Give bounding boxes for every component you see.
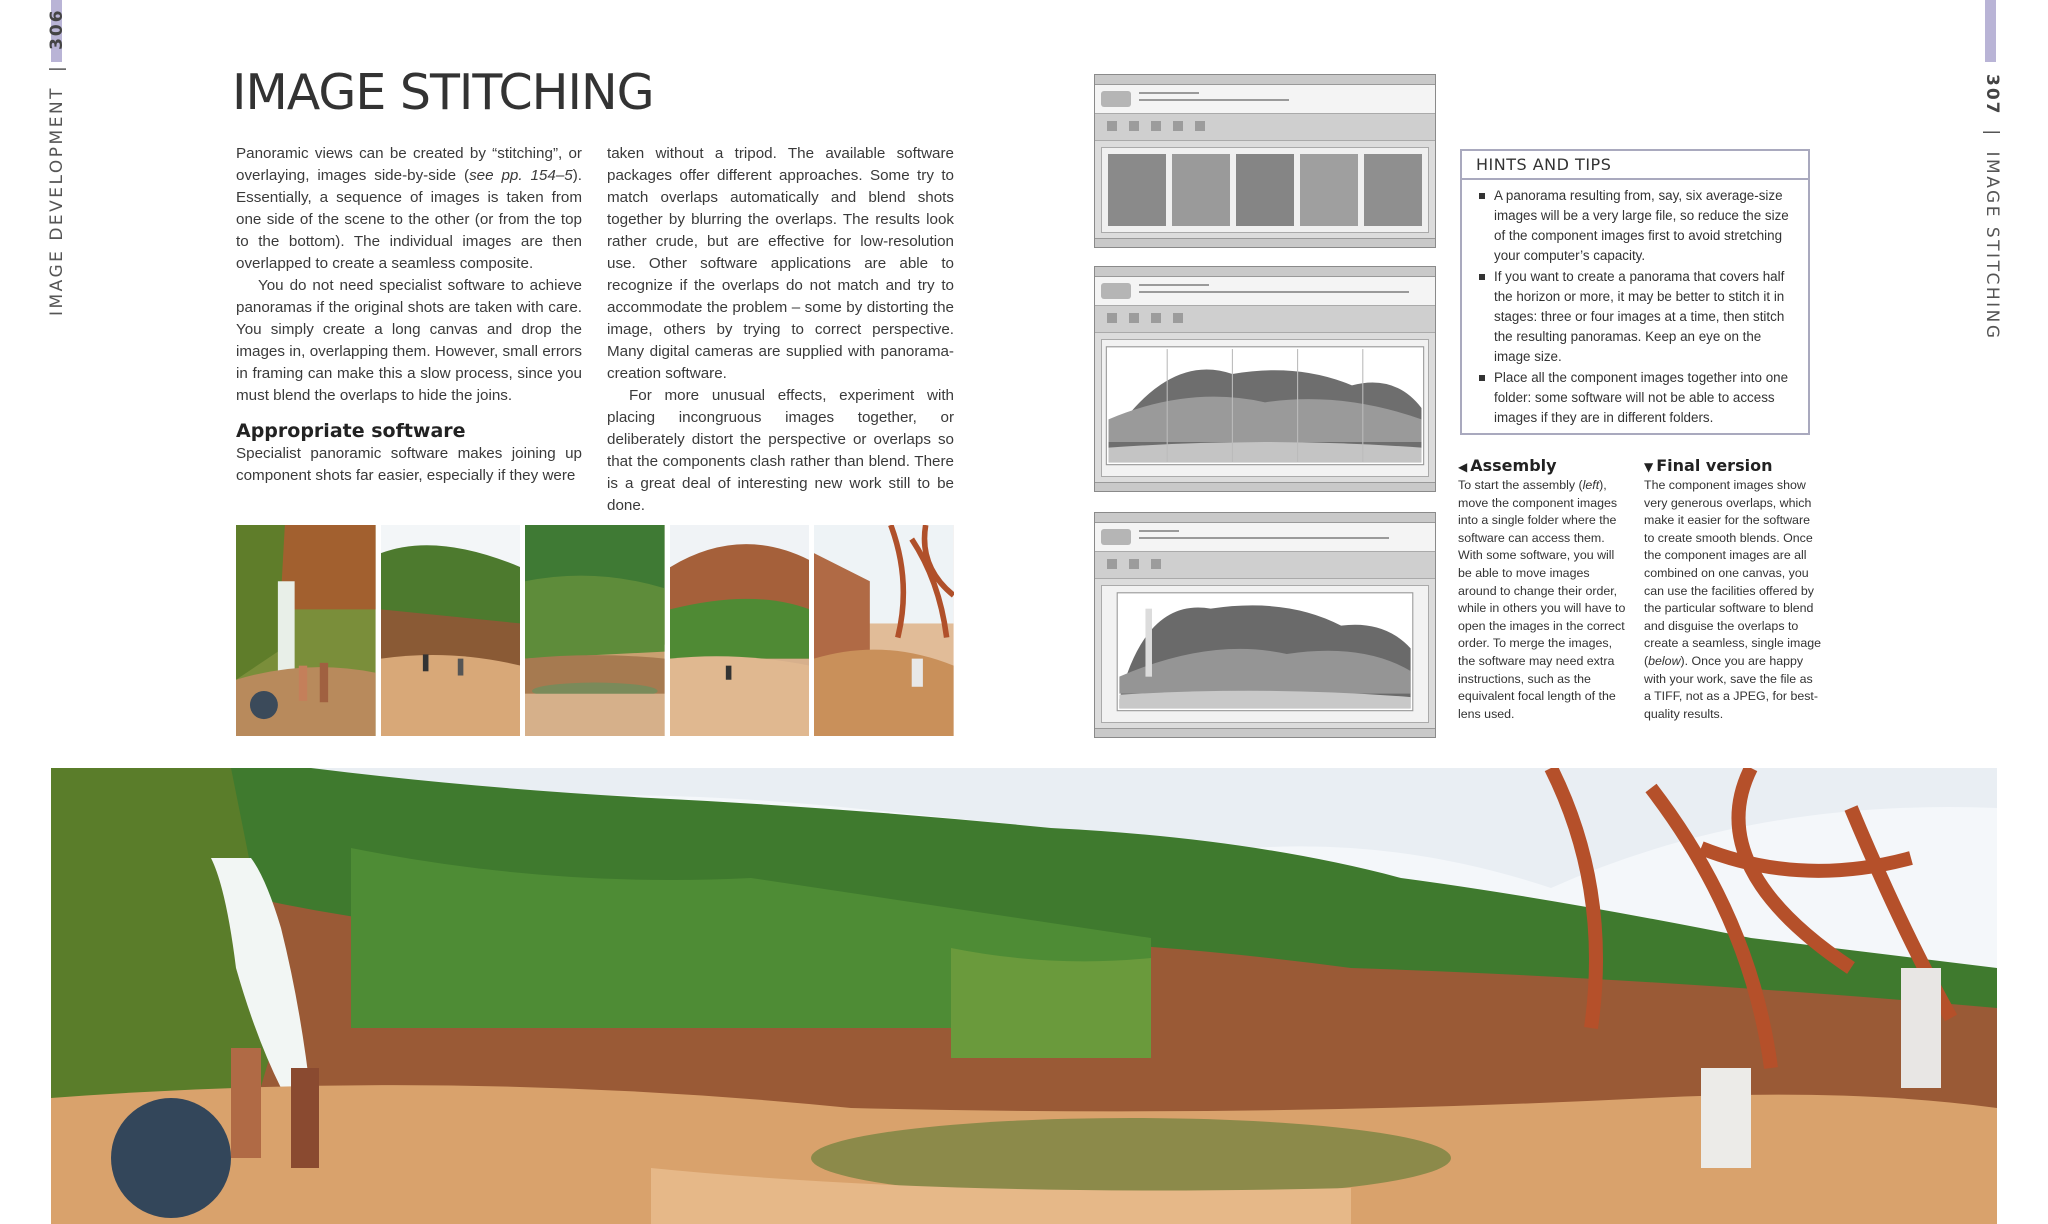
component-photo-3 — [525, 525, 665, 736]
window-status-bar — [1095, 728, 1435, 737]
caption-assembly-emphasis: left — [1582, 478, 1600, 492]
app-logo-icon — [1101, 529, 1131, 545]
tool-icon — [1129, 313, 1139, 323]
window-instruction-header — [1095, 523, 1435, 552]
tool-icon — [1129, 121, 1139, 131]
window-title-bar — [1095, 513, 1435, 523]
software-window-save — [1094, 512, 1436, 738]
intro-text-a: Panoramic views can be created by “stitching”, or overlaying, images side-by-side ( — [236, 145, 582, 184]
tool-icon — [1107, 121, 1117, 131]
app-logo-icon — [1101, 283, 1131, 299]
caption-final-version — [1644, 456, 1822, 723]
hints-and-tips-box — [1460, 149, 1810, 435]
merge-preview-panel — [1101, 339, 1429, 477]
tool-icon — [1195, 121, 1205, 131]
window-instruction-header — [1095, 277, 1435, 306]
caption-assembly-heading — [1458, 456, 1630, 477]
software-window-arrange — [1094, 74, 1436, 248]
window-toolbar — [1095, 114, 1435, 141]
page-title: IMAGE STITCHING — [232, 64, 654, 121]
component-photo-2 — [381, 525, 521, 736]
final-preview-panel — [1101, 585, 1429, 723]
component-photo-5 — [814, 525, 954, 736]
right-page-number: 307 — [1982, 74, 2002, 116]
caption-final-text-b: ). Once you are happy with your work, save the file as a TIFF, not as a JPEG, for best-quality results. — [1644, 653, 1818, 721]
hint-item: If you want to create a panorama that covers half the horizon or more, it may be better to stitch it in stages: three or four images at a time, then stitch the resulting panoramas. Keep an eye on the image size. — [1494, 267, 1794, 367]
tool-icon — [1151, 313, 1161, 323]
paragraph-intro — [236, 143, 582, 275]
paragraph-software-start: Specialist panoramic software makes joining up component shots far easier, especially if they were — [236, 445, 582, 484]
body-column-1 — [236, 143, 582, 487]
caption-assembly — [1458, 456, 1630, 723]
window-status-bar — [1095, 238, 1435, 247]
tool-icon — [1173, 313, 1183, 323]
caption-final-text — [1644, 477, 1822, 723]
body-column-2 — [607, 143, 954, 517]
caption-assembly-text-a: To start the assembly ( — [1458, 478, 1583, 492]
hint-item: Place all the component images together into one folder: some software will not be able to access images if they are in different folders. — [1494, 368, 1794, 428]
thumbnail-panel — [1101, 147, 1429, 233]
caption-final-title: Final version — [1656, 456, 1773, 475]
down-arrow-icon: ▼ — [1644, 460, 1654, 474]
tool-icon — [1107, 559, 1117, 569]
window-toolbar — [1095, 306, 1435, 333]
left-page-number: 306 — [47, 8, 67, 50]
caption-final-text-a: The component images show very generous overlaps, which make it easier for the software to create smooth blends. Once the component images are all combined on one canvas, you can use the facilities offered by the particular software to blend and disguise the overlaps to create a seamless, single image ( — [1644, 478, 1821, 668]
left-running-head-text: IMAGE DEVELOPMENT — [47, 85, 67, 316]
paragraph-unusual-effects: For more unusual effects, experiment with placing incongruous images together, or deliberately distort the perspective or overlaps so that the components clash rather than blend. There is a great deal of interesting new work still to be done. — [607, 387, 954, 514]
window-status-bar — [1095, 482, 1435, 491]
paragraph-no-software: You do not need specialist software to achieve panoramas if the original shots are taken with care. You simply create a long canvas and drop the images in, overlapping them. However, small errors in framing can make this a slow process, since you must blend the overlaps to hide the joins. — [236, 277, 582, 404]
hints-list — [1462, 186, 1808, 428]
page-reference: see pp. 154–5 — [469, 167, 573, 184]
app-logo-icon — [1101, 91, 1131, 107]
tool-icon — [1151, 559, 1161, 569]
left-arrow-icon: ◀ — [1458, 460, 1468, 474]
caption-assembly-text-b: ), move the component images into a single folder where the software can access them. With some software, you will be able to move images around to change their order, while in others you will have to open the images in the correct order. To merge the images, the software may need extra instructions, such as the equivalent focal length of the lens used. — [1458, 478, 1626, 721]
caption-final-heading — [1644, 456, 1822, 477]
right-margin-bar — [1985, 0, 1996, 62]
right-running-head: 307 | IMAGE STITCHING — [1982, 74, 2002, 341]
final-panorama-photo — [51, 768, 1997, 1224]
caption-assembly-text — [1458, 477, 1630, 723]
window-title-bar — [1095, 75, 1435, 85]
window-title-bar — [1095, 267, 1435, 277]
window-toolbar — [1095, 552, 1435, 579]
component-photo-1 — [236, 525, 376, 736]
tool-icon — [1173, 121, 1183, 131]
tool-icon — [1107, 313, 1117, 323]
caption-final-emphasis: below — [1648, 653, 1681, 668]
paragraph-software-continued: taken without a tripod. The available software packages offer different approaches. Some try to match overlaps automatically and blend shots together by blurring the overlaps. The results look rather crude, but are effective for low-resolution use. Other software applications are able to recognize if the overlaps do not match and try to accommodate the problem – some by distorting the image, others by trying to correct perspective. Many digital cameras are supplied with panorama-creation software. — [607, 145, 954, 382]
window-instruction-header — [1095, 85, 1435, 114]
tool-icon — [1129, 559, 1139, 569]
left-running-head: IMAGE DEVELOPMENT | 306 — [47, 8, 67, 316]
intro-text-b: ). Essentially, a sequence of images is taken from one side of the scene to the other (or from the top to the bottom). The individual images are then overlapped to create a seamless composite. — [236, 167, 582, 272]
hints-title: HINTS AND TIPS — [1462, 151, 1808, 180]
right-running-head-text: IMAGE STITCHING — [1982, 151, 2002, 341]
caption-assembly-title: Assembly — [1470, 456, 1557, 475]
hint-item: A panorama resulting from, say, six average-size images will be a very large file, so reduce the size of the component images first to avoid stretching your computer’s capacity. — [1494, 186, 1794, 266]
component-photo-4 — [670, 525, 810, 736]
component-photo-strip — [236, 525, 954, 736]
subheading-appropriate-software: Appropriate software — [236, 420, 466, 442]
software-window-merge — [1094, 266, 1436, 492]
tool-icon — [1151, 121, 1161, 131]
